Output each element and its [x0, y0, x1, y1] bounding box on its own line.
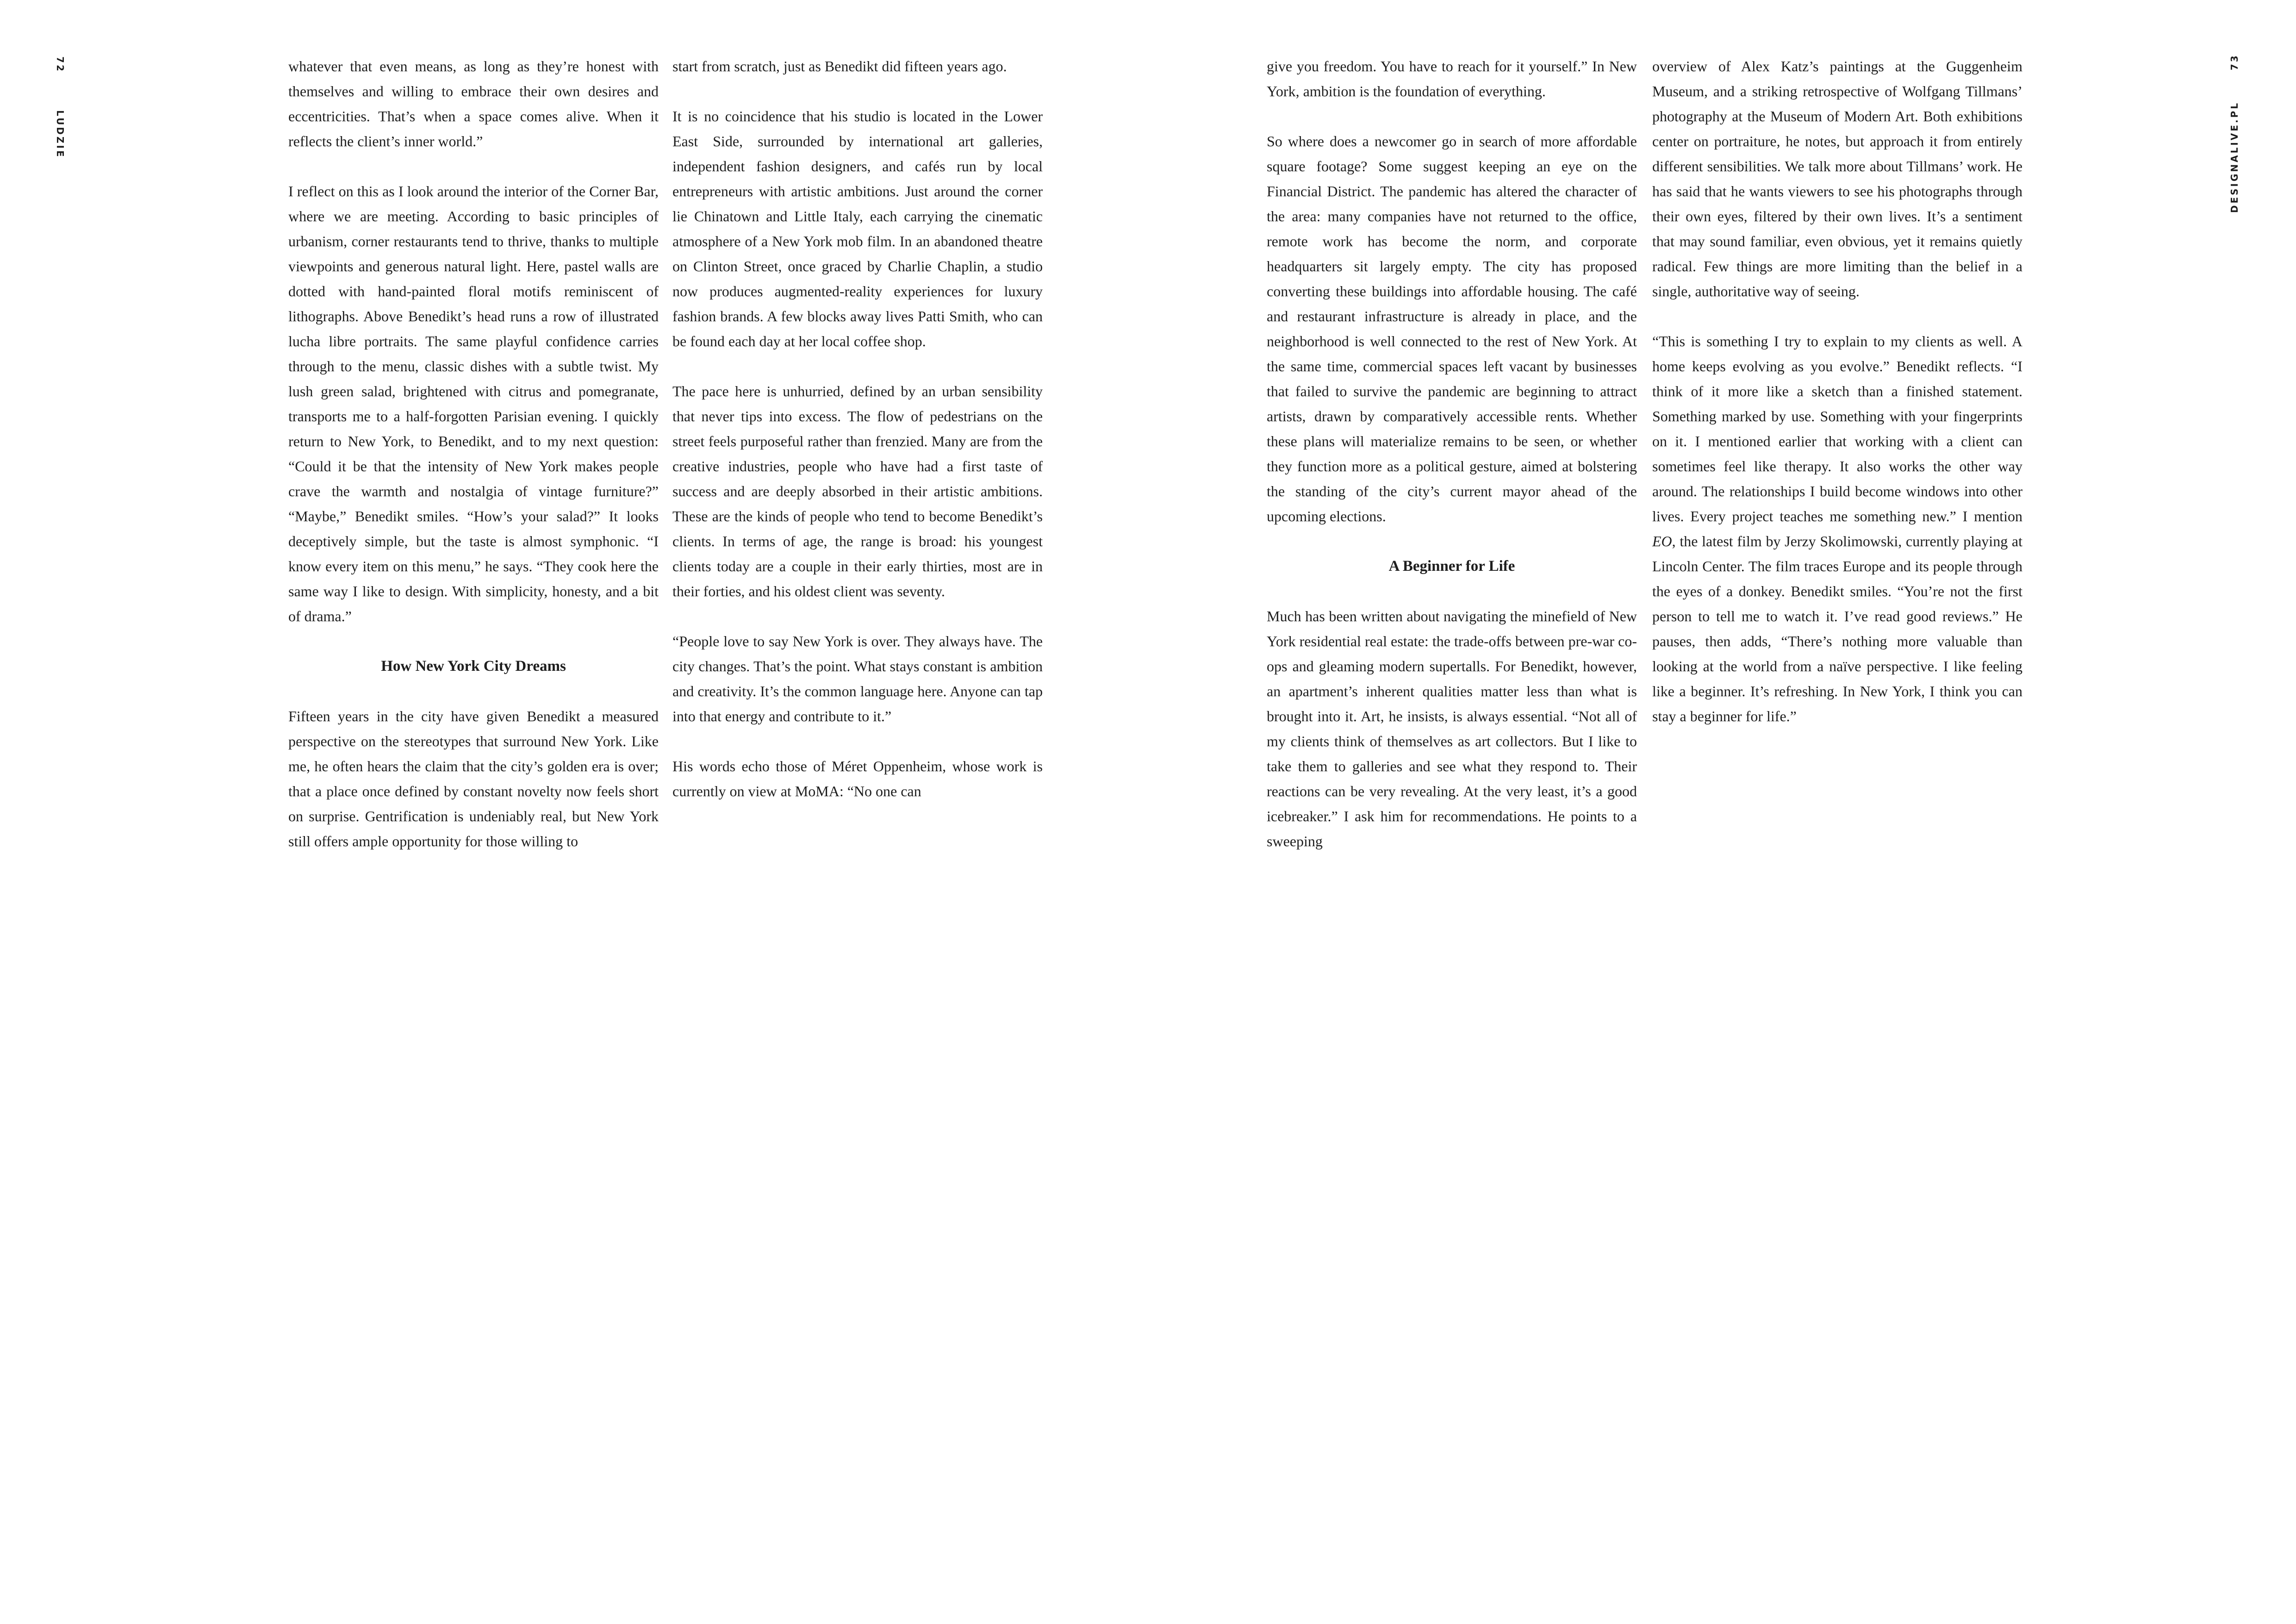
- text-column-2: [672, 54, 1043, 804]
- paragraph: “People love to say New York is over. They always have. The city changes. That’s the point. What stays constant is ambition and creativity. It’s the common language here. Anyone can tap into that energy and contribute to it.”: [672, 633, 1043, 725]
- text-run: , the latest film by Jerzy Skolimowski, currently playing at Lincoln Center. The film traces Europe and its people through the eyes of a donkey. Benedikt smiles. “You’re not the first person to tell me to watch it. I’ve read good reviews.” He pauses, then adds, “There’s nothing more valuable than looking at the world from a naïve perspective. I like feeling like a beginner. It’s refreshing. In New York, I think you can stay a beginner for life.”: [1652, 533, 2022, 725]
- section-heading: A Beginner for Life: [1388, 558, 1515, 575]
- section-heading: How New York City Dreams: [381, 658, 566, 675]
- paragraph: overview of Alex Katz’s paintings at the Guggenheim Museum, and a striking retrospective of Wolfgang Tillmans’ photography at the Museum of Modern Art. Both exhibitions center on portraiture, he notes, but approach it from entirely different sensibilities. We talk more about Tillmans’ work. He has said that he wants viewers to see his photographs through their own eyes, filtered by their own lives. It’s a sentiment that may sound familiar, even obvious, yet it remains quietly radical. Few things are more limiting than the belief in a single, authoritative way of seeing.: [1652, 58, 2022, 300]
- paragraph: Fifteen years in the city have given Benedikt a measured perspective on the stereotypes that surround New York. Like me, he often hears the claim that the city’s golden era is over; that a place once defined by constant novelty now feels short on surprise. Gentrification is undeniably real, but New York still offers ample opportunity for those willing to: [288, 708, 659, 849]
- paragraph: It is no coincidence that his studio is located in the Lower East Side, surrounded by international art galleries, independent fashion designers, and cafés run by local entrepreneurs with artistic ambitions. Just around the corner lie Chinatown and Little Italy, each carrying the cinematic atmosphere of a New York mob film. In an abandoned theatre on Clinton Street, once graced by Charlie Chaplin, a studio now produces augmented-reality experiences for luxury fashion brands. A few blocks away lives Patti Smith, who can be found each day at her local coffee shop.: [672, 108, 1043, 350]
- right-site-label: DESIGNALIVE.PL: [2229, 101, 2240, 213]
- right-page-number: 73: [2229, 54, 2240, 70]
- paragraph: start from scratch, just as Benedikt did fifteen years ago.: [672, 58, 1007, 75]
- paragraph: The pace here is unhurried, defined by an urban sensibility that never tips into excess. The flow of pedestrians on the street feels purposeful rather than frenzied. Many are from the creative industries, people who have had a first taste of success and are deeply absorbed in their artistic ambitions. These are the kinds of people who tend to become Benedikt’s clients. In terms of age, the range is broad: his youngest clients today are a couple in their early thirties, most are in their forties, and his oldest client was seventy.: [672, 383, 1043, 600]
- left-page-number: 72: [55, 56, 66, 73]
- film-title: EO: [1652, 533, 1672, 550]
- left-section-label: LUDZIE: [55, 110, 66, 159]
- paragraph: His words echo those of Méret Oppenheim, whose work is currently on view at MoMA: “No one can: [672, 758, 1043, 800]
- text-column-1: [288, 54, 659, 854]
- paragraph: I reflect on this as I look around the interior of the Corner Bar, where we are meeting. According to basic principles of urbanism, corner restaurants tend to thrive, thanks to multiple viewpoints and generous natural light. Here, pastel walls are dotted with hand-painted floral motifs reminiscent of lithographs. Above Benedikt’s head runs a row of illustrated lucha libre portraits. The same playful confidence carries through to the menu, classic dishes with a subtle twist. My lush green salad, brightened with citrus and pomegranate, transports me to a half-forgotten Parisian evening. I quickly return to New York, to Benedikt, and to my next question: “Could it be that the intensity of New York makes people crave the warmth and nostalgia of vintage furniture?” “Maybe,” Benedikt smiles. “How’s your salad?” It looks deceptively simple, but the taste is almost symphonic. “I know every item on this menu,” he says. “They cook here the same way I like to design. With simplicity, honesty, and a bit of drama.”: [288, 183, 659, 625]
- paragraph: So where does a newcomer go in search of more affordable square footage? Some suggest keeping an eye on the Financial District. The pandemic has altered the character of the area: many companies have not returned to the office, remote work has become the norm, and corporate headquarters sit largely empty. The city has proposed converting these buildings into affordable housing. The café and restaurant infrastructure is already in place, and the neighborhood is well connected to the rest of New York. At the same time, commercial spaces left vacant by businesses that failed to survive the pandemic are beginning to attract artists, drawn by comparatively accessible rents. Whether these plans will materialize remains to be seen, or whether they function more as a political gesture, aimed at bolstering the standing of the city’s current mayor ahead of the upcoming elections.: [1267, 133, 1637, 525]
- text-run: “This is something I try to explain to my clients as well. A home keeps evolving as you evolve.” Benedikt reflects. “I think of it more like a sketch than a finished statement. Something marked by use. Something with your fingerprints on it. I mentioned earlier that working with a client can sometimes feel like therapy. It also works the other way around. The relationships I build become windows into other lives. Every project teaches me something new.” I mention: [1652, 333, 2022, 525]
- paragraph: Much has been written about navigating the minefield of New York residential real estate: the trade-offs between pre-war co-ops and gleaming modern supertalls. For Benedikt, however, an apartment’s inherent qualities matter less than what is brought into it. Art, he insists, is always essential. “Not all of my clients think of themselves as art collectors. But I like to take them to galleries and see what they respond to. Their reactions can be very revealing. At the very least, it’s a good icebreaker.” I ask him for recommendations. He points to a sweeping: [1267, 608, 1637, 849]
- text-column-4: [1652, 54, 2022, 729]
- paragraph: whatever that even means, as long as they’re honest with themselves and willing to embrace their own desires and eccentricities. That’s when a space comes alive. When it reflects the client’s inner world.”: [288, 58, 659, 150]
- paragraph: give you freedom. You have to reach for it yourself.” In New York, ambition is the foundation of everything.: [1267, 58, 1637, 100]
- paragraph: [1652, 329, 2022, 729]
- text-column-3: [1267, 54, 1637, 854]
